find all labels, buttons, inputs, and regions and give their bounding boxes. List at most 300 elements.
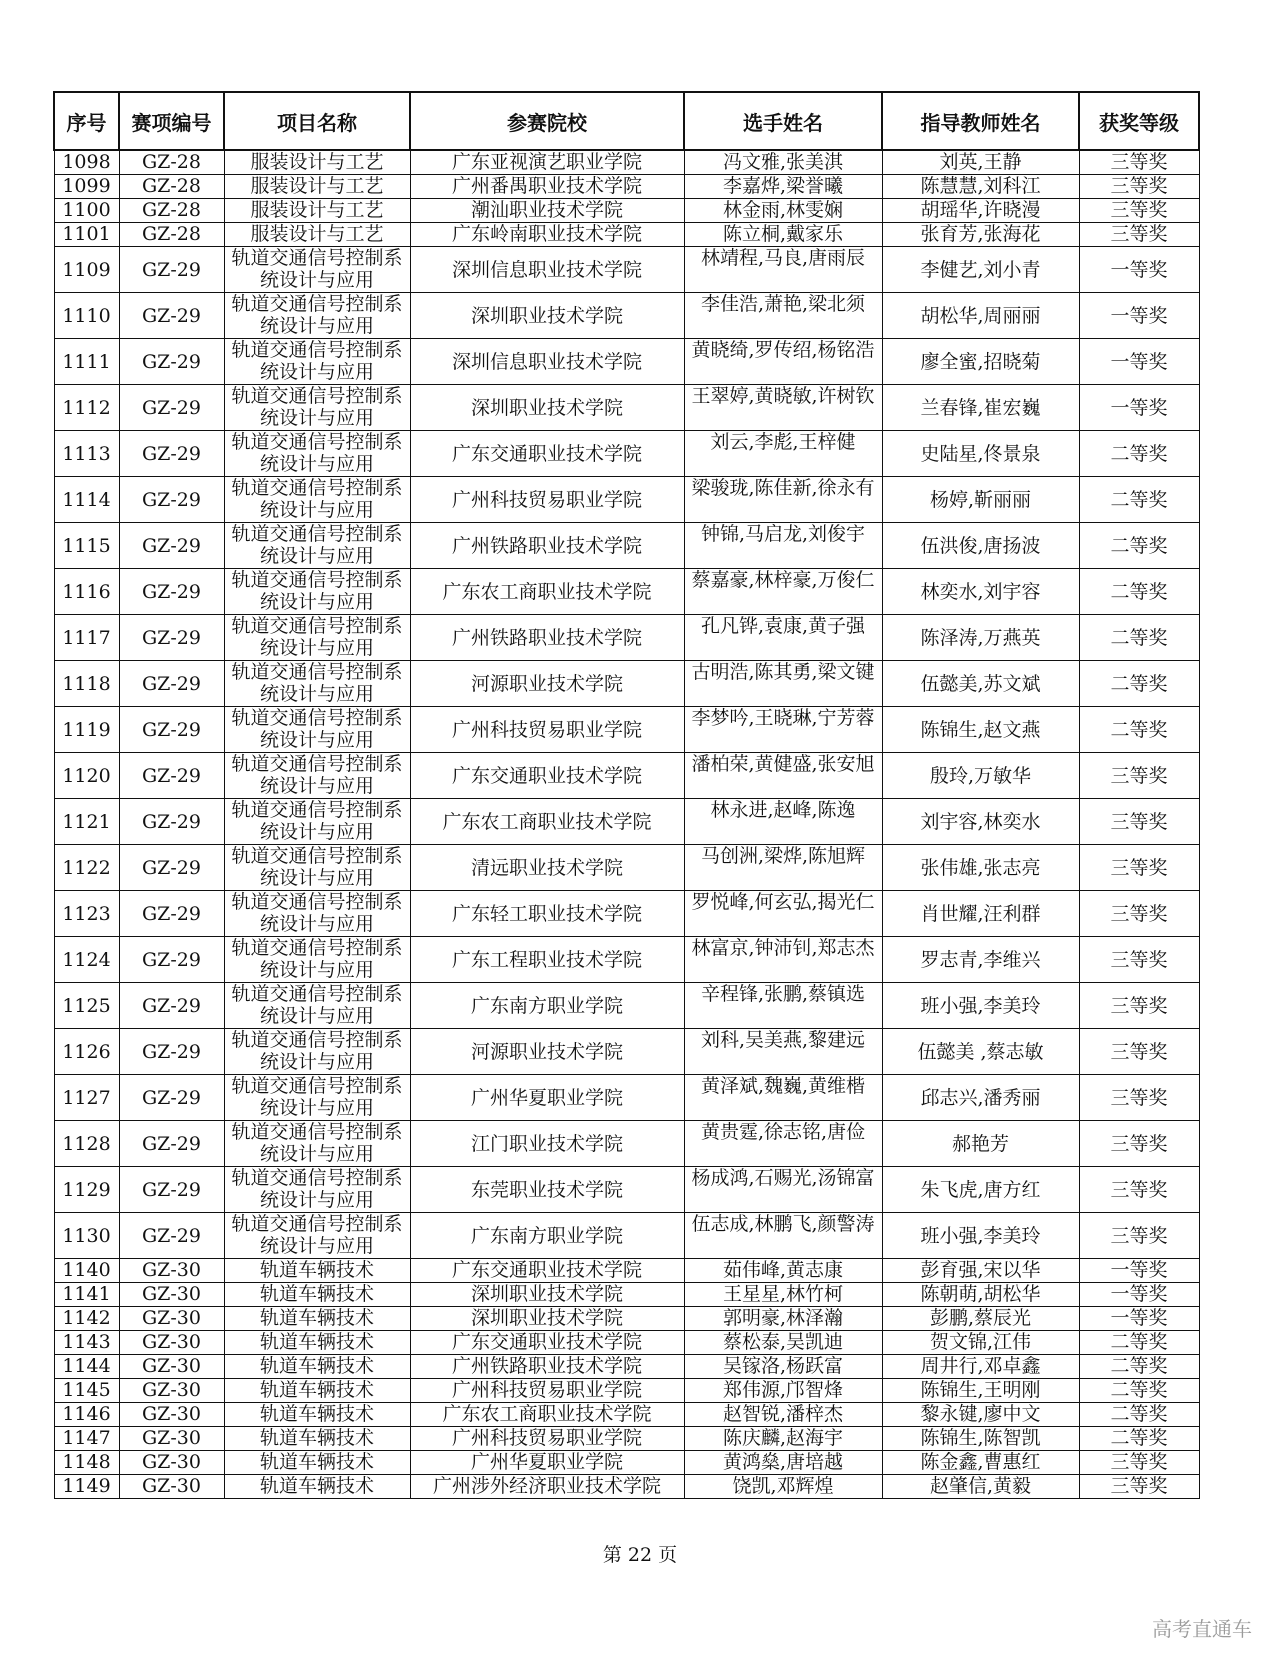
cell-instructors: 陈锦生,陈智凯 [882,1427,1079,1451]
cell-contestants [684,477,882,523]
cell-school: 广州科技贸易职业学院 [410,707,684,753]
cell-contestants [684,293,882,339]
cell-award-level: 一等奖 [1079,1259,1199,1283]
header-event-code: 赛项编号 [119,92,224,150]
table-row [54,615,1199,661]
table-row [54,1121,1199,1167]
header-school: 参赛院校 [410,92,684,150]
table-row [54,937,1199,983]
header-serial: 序号 [54,92,119,150]
cell-project-name [224,845,410,891]
cell-event-code: GZ-29 [119,937,224,983]
cell-serial: 1117 [54,615,119,661]
cell-instructors: 朱飞虎,唐方红 [882,1167,1079,1213]
table-row [54,1379,1199,1403]
cell-serial: 1099 [54,175,119,199]
cell-event-code: GZ-28 [119,223,224,247]
cell-award-level: 三等奖 [1079,891,1199,937]
cell-award-level: 二等奖 [1079,707,1199,753]
cell-project-name [224,477,410,523]
cell-award-level: 一等奖 [1079,293,1199,339]
cell-contestants [684,845,882,891]
cell-contestants-text: 马创洲,梁烨,陈旭辉 [700,845,866,867]
cell-project-name [224,1121,410,1167]
table-row [54,1307,1199,1331]
table-row [54,339,1199,385]
cell-award-level: 一等奖 [1079,247,1199,293]
cell-award-level: 二等奖 [1079,615,1199,661]
cell-instructors: 史陆星,佟景泉 [882,431,1079,477]
cell-award-level: 三等奖 [1079,1029,1199,1075]
cell-project-name: 轨道车辆技术 [224,1283,410,1307]
cell-event-code: GZ-29 [119,707,224,753]
cell-event-code: GZ-29 [119,339,224,385]
cell-award-level: 一等奖 [1079,339,1199,385]
cell-school: 广东交通职业技术学院 [410,1259,684,1283]
cell-project-name [224,753,410,799]
cell-event-code: GZ-29 [119,1167,224,1213]
cell-project-name [224,799,410,845]
cell-project-name [224,1167,410,1213]
cell-contestants [684,1121,882,1167]
cell-event-code: GZ-29 [119,615,224,661]
cell-instructors: 彭育强,宋以华 [882,1259,1079,1283]
cell-contestants: 吴镓洛,杨跃富 [684,1355,882,1379]
cell-instructors: 刘英,王静 [882,150,1079,175]
cell-event-code: GZ-29 [119,431,224,477]
cell-contestants [684,1167,882,1213]
header-award-level: 获奖等级 [1079,92,1199,150]
cell-project-name-text: 轨道交通信号控制系统设计与应用 [231,707,403,751]
cell-project-name: 轨道车辆技术 [224,1307,410,1331]
cell-instructors: 邱志兴,潘秀丽 [882,1075,1079,1121]
cell-school: 广东农工商职业技术学院 [410,799,684,845]
cell-school: 广州番禺职业技术学院 [410,175,684,199]
cell-instructors: 贺文锦,江伟 [882,1331,1079,1355]
cell-event-code: GZ-28 [119,150,224,175]
header-instructors: 指导教师姓名 [882,92,1079,150]
cell-school: 潮汕职业技术学院 [410,199,684,223]
cell-serial: 1110 [54,293,119,339]
cell-project-name-text: 轨道交通信号控制系统设计与应用 [231,1029,403,1073]
cell-contestants-text: 梁骏珑,陈佳新,徐永有 [691,477,875,499]
cell-contestants-text: 刘云,李彪,王梓健 [710,431,856,453]
cell-contestants: 蔡松泰,吴凯迪 [684,1331,882,1355]
cell-project-name: 服装设计与工艺 [224,199,410,223]
cell-event-code: GZ-30 [119,1283,224,1307]
cell-serial: 1129 [54,1167,119,1213]
cell-serial: 1128 [54,1121,119,1167]
cell-contestants-text: 伍志成,林鹏飞,颜警涛 [691,1213,875,1235]
cell-award-level: 三等奖 [1079,983,1199,1029]
cell-school: 广州华夏职业学院 [410,1451,684,1475]
cell-serial: 1146 [54,1403,119,1427]
cell-contestants-text: 黄贵霆,徐志铭,唐俭 [700,1121,866,1143]
cell-award-level: 二等奖 [1079,1379,1199,1403]
table-row [54,175,1199,199]
cell-project-name [224,1213,410,1259]
cell-instructors: 伍洪俊,唐扬波 [882,523,1079,569]
table-row [54,223,1199,247]
cell-instructors: 张伟雄,张志亮 [882,845,1079,891]
cell-event-code: GZ-28 [119,199,224,223]
cell-contestants-text: 孔凡铧,袁康,黄子强 [700,615,866,637]
cell-project-name [224,615,410,661]
table-header-row [54,92,1199,150]
cell-serial: 1147 [54,1427,119,1451]
cell-project-name-text: 轨道交通信号控制系统设计与应用 [231,753,403,797]
cell-award-level: 三等奖 [1079,199,1199,223]
cell-award-level: 一等奖 [1079,385,1199,431]
cell-project-name-text: 轨道交通信号控制系统设计与应用 [231,1167,403,1211]
cell-instructors: 兰春锋,崔宏巍 [882,385,1079,431]
cell-contestants-text: 钟锦,马启龙,刘俊宇 [700,523,866,545]
cell-serial: 1114 [54,477,119,523]
cell-contestants [684,431,882,477]
cell-contestants [684,339,882,385]
cell-award-level: 三等奖 [1079,753,1199,799]
cell-contestants: 郭明豪,林泽瀚 [684,1307,882,1331]
cell-contestants-text: 蔡嘉豪,林梓豪,万俊仁 [691,569,875,591]
cell-project-name [224,891,410,937]
cell-event-code: GZ-30 [119,1475,224,1499]
cell-contestants: 李嘉烨,梁誉曦 [684,175,882,199]
cell-school: 广东亚视演艺职业学院 [410,150,684,175]
cell-event-code: GZ-29 [119,845,224,891]
cell-contestants [684,247,882,293]
table-row [54,569,1199,615]
cell-project-name [224,569,410,615]
cell-project-name: 服装设计与工艺 [224,223,410,247]
table-row [54,293,1199,339]
cell-project-name [224,339,410,385]
cell-serial: 1125 [54,983,119,1029]
cell-award-level: 三等奖 [1079,937,1199,983]
cell-school: 广州铁路职业技术学院 [410,523,684,569]
cell-serial: 1130 [54,1213,119,1259]
cell-project-name-text: 轨道交通信号控制系统设计与应用 [231,569,403,613]
cell-event-code: GZ-29 [119,293,224,339]
cell-instructors: 陈锦生,王明刚 [882,1379,1079,1403]
cell-contestants: 王星星,林竹柯 [684,1283,882,1307]
cell-event-code: GZ-29 [119,385,224,431]
cell-project-name-text: 轨道交通信号控制系统设计与应用 [231,1121,403,1165]
cell-contestants: 冯文雅,张美淇 [684,150,882,175]
cell-project-name-text: 轨道交通信号控制系统设计与应用 [231,937,403,981]
cell-project-name [224,707,410,753]
cell-project-name-text: 轨道交通信号控制系统设计与应用 [231,523,403,567]
cell-project-name [224,1075,410,1121]
cell-award-level: 一等奖 [1079,1283,1199,1307]
cell-project-name: 服装设计与工艺 [224,150,410,175]
cell-project-name: 轨道车辆技术 [224,1451,410,1475]
cell-contestants: 饶凯,邓辉煌 [684,1475,882,1499]
cell-project-name [224,293,410,339]
cell-contestants-text: 潘柏荣,黄健盛,张安旭 [691,753,875,775]
cell-award-level: 三等奖 [1079,845,1199,891]
cell-school: 广东南方职业学院 [410,983,684,1029]
cell-school: 深圳职业技术学院 [410,293,684,339]
cell-award-level: 一等奖 [1079,1307,1199,1331]
cell-contestants-text: 罗悦峰,何玄弘,揭光仁 [691,891,875,913]
cell-instructors: 肖世耀,汪利群 [882,891,1079,937]
cell-serial: 1112 [54,385,119,431]
cell-project-name-text: 轨道交通信号控制系统设计与应用 [231,1075,403,1119]
cell-award-level: 三等奖 [1079,1213,1199,1259]
cell-serial: 1140 [54,1259,119,1283]
cell-instructors: 彭鹏,蔡辰光 [882,1307,1079,1331]
cell-project-name [224,983,410,1029]
cell-contestants: 林金雨,林雯娴 [684,199,882,223]
cell-contestants [684,799,882,845]
cell-award-level: 二等奖 [1079,523,1199,569]
cell-instructors: 陈慧慧,刘科江 [882,175,1079,199]
table-row [54,891,1199,937]
table-row [54,1029,1199,1075]
cell-award-level: 二等奖 [1079,1427,1199,1451]
cell-project-name-text: 轨道交通信号控制系统设计与应用 [231,339,403,383]
cell-serial: 1149 [54,1475,119,1499]
table-body [54,150,1199,1499]
cell-school: 广州铁路职业技术学院 [410,1355,684,1379]
watermark: 高考直通车 [1152,1617,1252,1641]
cell-event-code: GZ-29 [119,1213,224,1259]
table-row [54,150,1199,175]
cell-event-code: GZ-30 [119,1259,224,1283]
cell-instructors: 罗志青,李维兴 [882,937,1079,983]
cell-contestants-text: 杨成鸿,石赐光,汤锦富 [691,1167,875,1189]
cell-instructors: 伍懿美,苏文斌 [882,661,1079,707]
cell-project-name: 轨道车辆技术 [224,1427,410,1451]
cell-contestants-text: 林富京,钟沛钊,郑志杰 [691,937,875,959]
cell-serial: 1123 [54,891,119,937]
cell-award-level: 三等奖 [1079,1075,1199,1121]
cell-contestants [684,1213,882,1259]
cell-school: 广东农工商职业技术学院 [410,569,684,615]
header-contestants: 选手姓名 [684,92,882,150]
cell-school: 广州科技贸易职业学院 [410,477,684,523]
cell-award-level: 三等奖 [1079,175,1199,199]
cell-serial: 1142 [54,1307,119,1331]
cell-contestants: 陈立桐,戴家乐 [684,223,882,247]
table-row [54,1213,1199,1259]
cell-instructors: 殷玲,万敏华 [882,753,1079,799]
cell-event-code: GZ-29 [119,891,224,937]
cell-award-level: 三等奖 [1079,1451,1199,1475]
cell-project-name-text: 轨道交通信号控制系统设计与应用 [231,1213,403,1257]
cell-project-name-text: 轨道交通信号控制系统设计与应用 [231,845,403,889]
table-row [54,753,1199,799]
cell-event-code: GZ-30 [119,1331,224,1355]
cell-serial: 1144 [54,1355,119,1379]
cell-contestants-text: 林靖程,马良,唐雨辰 [700,247,866,269]
cell-serial: 1148 [54,1451,119,1475]
cell-event-code: GZ-30 [119,1451,224,1475]
cell-serial: 1120 [54,753,119,799]
cell-instructors: 郝艳芳 [882,1121,1079,1167]
cell-serial: 1119 [54,707,119,753]
cell-serial: 1100 [54,199,119,223]
cell-event-code: GZ-29 [119,247,224,293]
cell-award-level: 二等奖 [1079,431,1199,477]
cell-project-name [224,937,410,983]
cell-contestants [684,615,882,661]
cell-serial: 1124 [54,937,119,983]
cell-instructors: 李健艺,刘小青 [882,247,1079,293]
cell-award-level: 三等奖 [1079,223,1199,247]
table-row [54,1259,1199,1283]
cell-award-level: 二等奖 [1079,1331,1199,1355]
cell-event-code: GZ-29 [119,1121,224,1167]
cell-school: 广东农工商职业技术学院 [410,1403,684,1427]
cell-project-name: 轨道车辆技术 [224,1259,410,1283]
cell-contestants [684,1029,882,1075]
table-row [54,247,1199,293]
cell-serial: 1127 [54,1075,119,1121]
cell-project-name-text: 轨道交通信号控制系统设计与应用 [231,661,403,705]
cell-contestants [684,1075,882,1121]
cell-event-code: GZ-30 [119,1307,224,1331]
cell-serial: 1111 [54,339,119,385]
cell-project-name-text: 轨道交通信号控制系统设计与应用 [231,477,403,521]
cell-award-level: 三等奖 [1079,1167,1199,1213]
cell-award-level: 三等奖 [1079,1475,1199,1499]
cell-project-name: 轨道车辆技术 [224,1331,410,1355]
cell-project-name-text: 轨道交通信号控制系统设计与应用 [231,293,403,337]
header-project-name: 项目名称 [224,92,410,150]
cell-instructors: 廖全蜜,招晓菊 [882,339,1079,385]
cell-project-name: 轨道车辆技术 [224,1379,410,1403]
cell-school: 广东工程职业技术学院 [410,937,684,983]
table-row [54,199,1199,223]
cell-event-code: GZ-28 [119,175,224,199]
cell-school: 广东交通职业技术学院 [410,1331,684,1355]
table-row [54,1427,1199,1451]
cell-project-name-text: 轨道交通信号控制系统设计与应用 [231,247,403,291]
table-row [54,661,1199,707]
cell-event-code: GZ-29 [119,569,224,615]
cell-instructors: 周井行,邓卓鑫 [882,1355,1079,1379]
cell-instructors: 胡瑶华,许晓漫 [882,199,1079,223]
table-row [54,477,1199,523]
cell-serial: 1141 [54,1283,119,1307]
cell-project-name [224,661,410,707]
table-row [54,1075,1199,1121]
table-row [54,1475,1199,1499]
cell-contestants: 黄鸿燊,唐培越 [684,1451,882,1475]
cell-contestants [684,523,882,569]
cell-school: 深圳职业技术学院 [410,385,684,431]
cell-contestants-text: 王翠婷,黄晓敏,许树钦 [691,385,875,407]
cell-serial: 1098 [54,150,119,175]
cell-instructors: 杨婷,靳丽丽 [882,477,1079,523]
cell-serial: 1143 [54,1331,119,1355]
cell-project-name-text: 轨道交通信号控制系统设计与应用 [231,431,403,475]
table-row [54,1331,1199,1355]
cell-contestants: 陈庆麟,赵海宇 [684,1427,882,1451]
cell-event-code: GZ-29 [119,477,224,523]
cell-school: 广东岭南职业技术学院 [410,223,684,247]
cell-school: 广州科技贸易职业学院 [410,1379,684,1403]
cell-school: 深圳信息职业技术学院 [410,247,684,293]
cell-contestants [684,891,882,937]
cell-project-name [224,1029,410,1075]
cell-instructors: 胡松华,周丽丽 [882,293,1079,339]
table-row [54,385,1199,431]
cell-instructors: 陈朝萌,胡松华 [882,1283,1079,1307]
cell-school: 深圳职业技术学院 [410,1283,684,1307]
cell-contestants [684,983,882,1029]
cell-school: 广东交通职业技术学院 [410,753,684,799]
cell-instructors: 林奕水,刘宇容 [882,569,1079,615]
cell-contestants: 茹伟峰,黄志康 [684,1259,882,1283]
cell-contestants [684,385,882,431]
cell-project-name-text: 轨道交通信号控制系统设计与应用 [231,983,403,1027]
cell-award-level: 三等奖 [1079,799,1199,845]
cell-instructors: 班小强,李美玲 [882,1213,1079,1259]
cell-school: 广州华夏职业学院 [410,1075,684,1121]
cell-school: 河源职业技术学院 [410,661,684,707]
cell-serial: 1122 [54,845,119,891]
table-row [54,799,1199,845]
cell-serial: 1121 [54,799,119,845]
cell-contestants: 赵智锐,潘梓杰 [684,1403,882,1427]
cell-serial: 1145 [54,1379,119,1403]
cell-event-code: GZ-29 [119,983,224,1029]
cell-contestants [684,661,882,707]
cell-contestants-text: 刘科,吴美燕,黎建远 [700,1029,866,1051]
cell-serial: 1109 [54,247,119,293]
table-row [54,431,1199,477]
page-number: 第 22 页 [602,1544,678,1566]
cell-serial: 1126 [54,1029,119,1075]
cell-contestants [684,753,882,799]
cell-school: 广东南方职业学院 [410,1213,684,1259]
cell-award-level: 二等奖 [1079,1403,1199,1427]
table-row [54,1451,1199,1475]
cell-instructors: 陈金鑫,曹惠红 [882,1451,1079,1475]
cell-school: 河源职业技术学院 [410,1029,684,1075]
cell-school: 广州涉外经济职业技术学院 [410,1475,684,1499]
cell-contestants-text: 李梦吟,王晓琳,宁芳蓉 [691,707,875,729]
cell-project-name-text: 轨道交通信号控制系统设计与应用 [231,385,403,429]
cell-event-code: GZ-30 [119,1403,224,1427]
cell-instructors: 赵肇信,黄毅 [882,1475,1079,1499]
cell-instructors: 班小强,李美玲 [882,983,1079,1029]
cell-school: 清远职业技术学院 [410,845,684,891]
cell-project-name [224,385,410,431]
cell-serial: 1116 [54,569,119,615]
cell-school: 深圳信息职业技术学院 [410,339,684,385]
award-table [53,91,1200,1499]
cell-contestants-text: 黄晓绮,罗传绍,杨铭浩 [691,339,875,361]
cell-school: 广州科技贸易职业学院 [410,1427,684,1451]
cell-award-level: 二等奖 [1079,477,1199,523]
cell-event-code: GZ-30 [119,1379,224,1403]
cell-contestants [684,707,882,753]
cell-school: 深圳职业技术学院 [410,1307,684,1331]
cell-award-level: 二等奖 [1079,1355,1199,1379]
cell-award-level: 二等奖 [1079,569,1199,615]
table-row [54,1283,1199,1307]
cell-contestants [684,569,882,615]
table-row [54,707,1199,753]
cell-contestants-text: 古明浩,陈其勇,梁文键 [691,661,875,683]
cell-contestants [684,937,882,983]
cell-school: 东莞职业技术学院 [410,1167,684,1213]
cell-contestants-text: 林永进,赵峰,陈逸 [710,799,856,821]
cell-project-name-text: 轨道交通信号控制系统设计与应用 [231,615,403,659]
